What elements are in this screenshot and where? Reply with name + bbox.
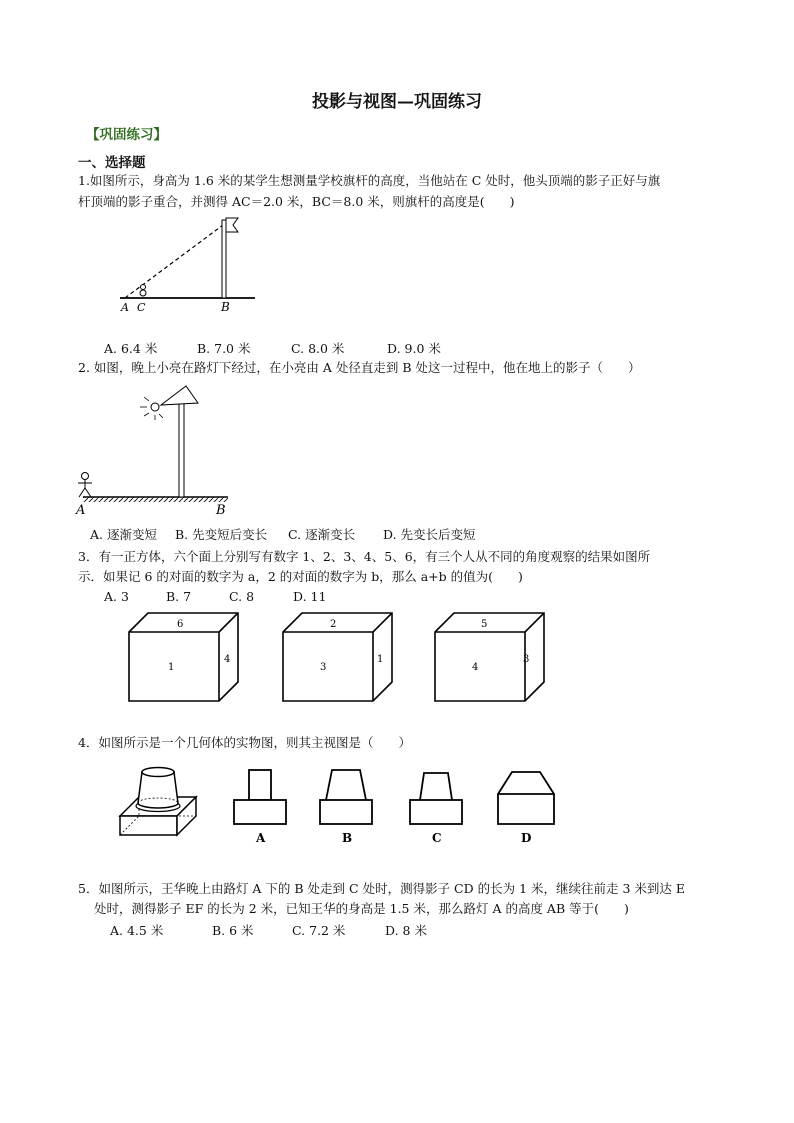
q4-option-a-figure: [232, 768, 292, 848]
q4-box-front: [120, 816, 177, 835]
q4-text-line1: 4．如图所示是一个几何体的实物图，则其主视图是（ ）: [78, 735, 411, 750]
q4-frustum-top: [142, 768, 174, 777]
q1-label-a: A: [121, 301, 129, 314]
q1-label-b: B: [221, 300, 230, 314]
q2-lamp-post: [179, 401, 184, 497]
q5-option-d: D. 8 米: [385, 923, 427, 938]
q3-option-d: D. 11: [293, 589, 327, 604]
q3-cube-1-side: 4: [224, 654, 231, 665]
q3-cube-1-top: 6: [177, 619, 184, 630]
q1-student-body: [140, 290, 146, 296]
q5-text-line1: 5．如图所示，王华晚上由路灯 A 下的 B 处走到 C 处时，测得影子 CD 的长为 1 米，继续往前走 3 米到达 E: [78, 881, 686, 896]
q3-cube-2-top: 2: [330, 619, 337, 630]
q1-option-c: C. 8.0 米: [291, 341, 345, 356]
q3-cube-2-side: 1: [377, 654, 384, 665]
q3-cube-1-front: 1: [168, 662, 175, 673]
q4-label-a: A: [256, 831, 266, 845]
q3-cube-3-side: 3: [523, 654, 530, 665]
q4-frustum: [138, 772, 178, 808]
q5-option-a: A. 4.5 米: [110, 923, 164, 938]
q4-option-d-figure: [496, 768, 558, 848]
q1-option-a: A. 6.4 米: [104, 341, 158, 356]
q5-option-c: C. 7.2 米: [292, 923, 346, 938]
q4-solid-figure: [118, 765, 200, 837]
q1-text-line2: 杆顶端的影子重合，并测得 AC＝2.0 米，BC＝8.0 米，则旗杆的高度是( ): [78, 194, 515, 209]
q2-person-icon: [78, 473, 92, 498]
q3-option-a: A. 3: [104, 589, 129, 604]
section-label: 【巩固练习】: [86, 127, 167, 143]
q1-student-head: [141, 285, 146, 290]
q2-label-a: A: [76, 503, 86, 518]
q2-option-b: B. 先变短后变长: [175, 527, 268, 542]
q4-option-b-figure: [318, 768, 378, 848]
q3-cube-3: [434, 612, 549, 704]
q3-cube-3-top: 5: [481, 619, 488, 630]
q5-text-line2: 处时，测得影子 EF 的长为 2 米，已知王华的身高是 1.5 米，那么路灯 A 的高度 AB 等于( ): [94, 901, 629, 916]
q3-cube-1: [128, 612, 243, 704]
q1-text-line1: 1.如图所示，身高为 1.6 米的某学生想测量学校旗杆的高度，当他站在 C 处时，他头顶端的影子正好与旗: [78, 173, 661, 188]
q4-label-c: C: [432, 831, 442, 845]
q2-option-c: C. 逐渐变长: [288, 527, 356, 542]
q1-flagpole: [222, 220, 226, 298]
q3-cube-2-front: 3: [320, 662, 327, 673]
q2-label-b: B: [216, 503, 226, 518]
q3-cube-2: [282, 612, 397, 704]
q5-option-b: B. 6 米: [212, 923, 254, 938]
q4-option-c-figure: [408, 768, 468, 848]
q3-option-c: C. 8: [229, 589, 255, 604]
q3-text-line2: 示．如果记 6 的对面的数字为 a，2 的对面的数字为 b，那么 a+b 的值为( ): [78, 569, 523, 584]
q2-option-a: A. 逐渐变短: [90, 527, 157, 542]
q4-label-d: D: [521, 831, 532, 845]
q3-cube-3-front: 4: [472, 662, 479, 673]
q1-option-b: B. 7.0 米: [197, 341, 251, 356]
page-title: 投影与视图—巩固练习: [312, 92, 482, 112]
q4-label-b: B: [342, 831, 353, 845]
q1-option-d: D. 9.0 米: [387, 341, 441, 356]
q2-lamp-shade: [161, 386, 198, 405]
q1-flag: [226, 218, 238, 232]
q1-label-c: C: [137, 301, 146, 314]
q2-text-line1: 2. 如图，晚上小亮在路灯下经过，在小亮由 A 处径直走到 B 处这一过程中，他在地上的影子（ ）: [78, 360, 641, 375]
q2-option-d: D. 先变长后变短: [383, 527, 476, 542]
q2-lamp-bulb: [151, 403, 159, 411]
q3-option-b: B. 7: [166, 589, 192, 604]
q2-figure: [73, 378, 238, 518]
q3-text-line1: 3．有一正方体，六个面上分别写有数字 1、2、3、4、5、6，有三个人从不同的角度观察的结果如图所: [78, 549, 651, 564]
section-heading: 一、选择题: [78, 155, 146, 171]
q1-figure: [115, 210, 265, 320]
